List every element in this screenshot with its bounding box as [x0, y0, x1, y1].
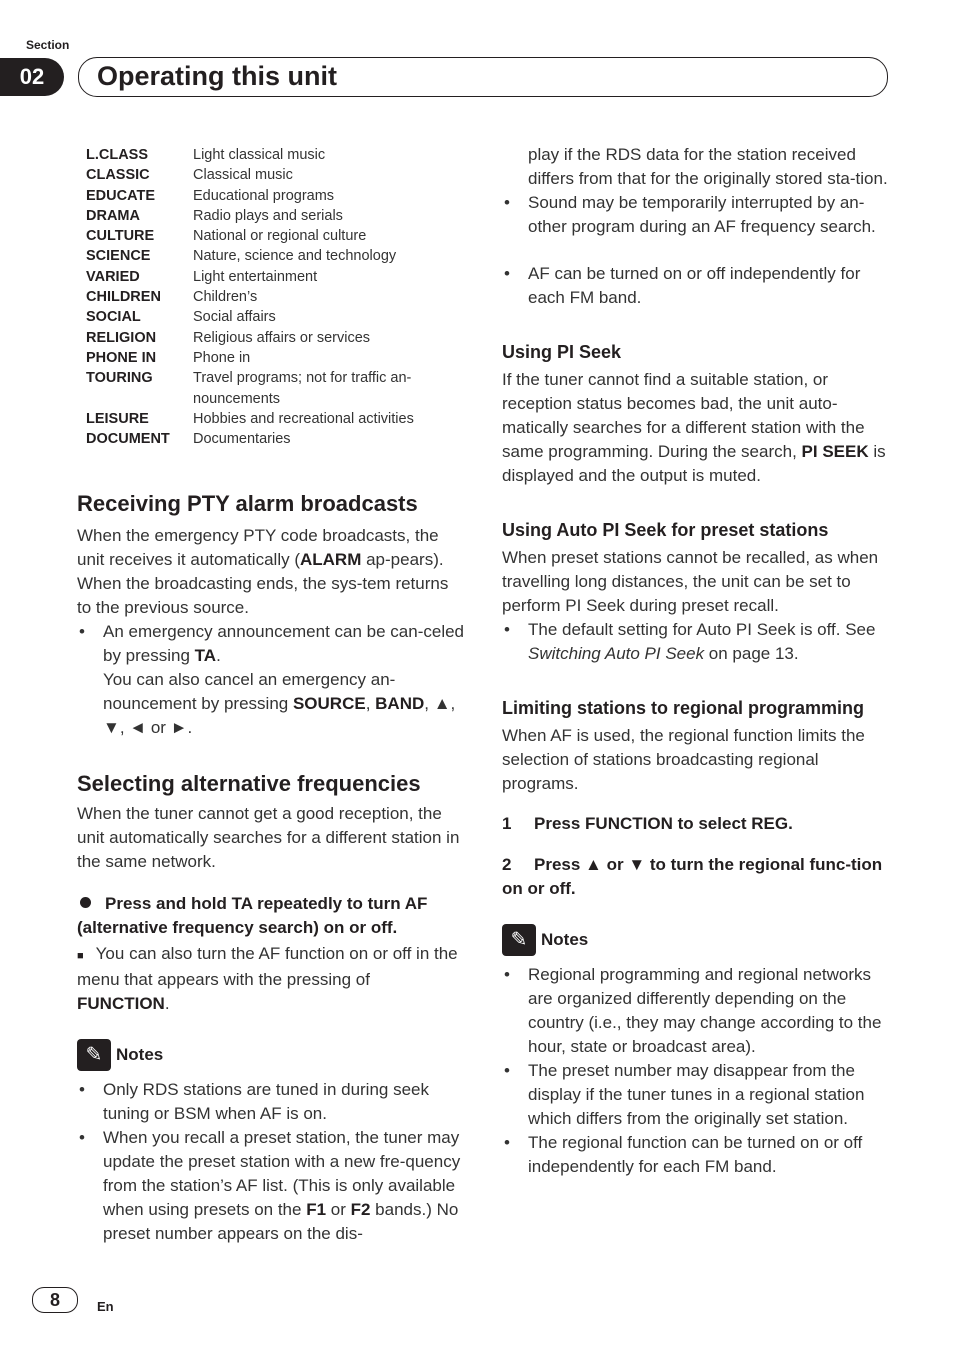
pi-seek-heading: Using PI Seek: [502, 342, 622, 362]
alarm-body: When the emergency PTY code broadcasts, the unit receives it automatically (ALARM ap-pears). When the broadcasting ends, the sys-tem returns to the previous source.: [77, 526, 449, 617]
pty-row: [86, 226, 433, 246]
pty-description: Children’s: [193, 289, 258, 306]
pty-description: Travel programs; not for traffic an-nouncements: [193, 370, 412, 407]
pty-row: [86, 206, 433, 226]
regional-step-1: 1 Press FUNCTION to select REG.: [502, 814, 793, 833]
pi-seek-body: If the tuner cannot find a suitable station, or reception status becomes bad, the unit auto-matically searches for a different station with the same programming. During the search, PI SEEK is displayed and the output is muted.: [502, 370, 886, 485]
left-column: [77, 490, 465, 1246]
af-body: When the tuner cannot get a good reception, the unit automatically searches for a different station in the same network.: [77, 804, 460, 871]
auto-pi-body: When preset stations cannot be recalled, as when travelling long distances, the unit can be set to perform PI Seek during preset recall.: [502, 548, 879, 615]
regional-note: • The regional function can be turned on or off independently for each FM band.: [504, 1133, 863, 1176]
pty-table: [86, 145, 433, 449]
language-code: En: [97, 1299, 114, 1314]
alarm-bullet: • An emergency announcement can be can-celed by pressing TA. You can also cancel an emergency an-nouncement by pressing SOURCE, BAND, ▲, ▼, ◄ or ►.: [79, 622, 465, 737]
af-note: • Sound may be temporarily interrupted by an-other program during an AF frequency search.: [504, 193, 876, 236]
pty-description: Religious affairs or services: [193, 329, 371, 346]
pty-row: [86, 348, 433, 368]
pty-row: [86, 267, 433, 287]
af-note: • When you recall a preset station, the tuner may update the preset station with a new fre-quency from the station’s AF list. (This is only available when using presets on the F1 or F2 bands.) No preset number appears on the dis-: [79, 1128, 461, 1243]
notes-header: ✎ Notes: [502, 923, 894, 957]
square-bullet-icon: ■: [77, 950, 84, 962]
regional-heading: Limiting stations to regional programming: [502, 698, 865, 718]
pty-code: RELIGION: [86, 329, 157, 346]
pty-row: [86, 307, 433, 327]
pty-code: EDUCATE: [86, 187, 156, 204]
af-note: • Only RDS stations are tuned in during seek tuning or BSM when AF is on.: [79, 1080, 430, 1123]
pty-row: [86, 165, 433, 185]
pty-row: [86, 246, 433, 266]
pty-description: Classical music: [193, 167, 293, 184]
regional-step-2: 2 Press ▲ or ▼ to turn the regional func-tion on or off.: [502, 855, 883, 898]
step-bullet-icon: [80, 897, 91, 908]
notes-header: ✎ Notes: [77, 1038, 465, 1072]
pty-code: CULTURE: [86, 228, 155, 245]
pty-code: CLASSIC: [86, 167, 150, 184]
pty-description: Phone in: [193, 349, 251, 366]
pty-code: TOURING: [86, 370, 153, 387]
pty-row: [86, 429, 433, 449]
pty-description: Educational programs: [193, 187, 335, 204]
pencil-icon: ✎: [502, 924, 536, 956]
pty-code: SCIENCE: [86, 248, 151, 265]
pty-description: Radio plays and serials: [193, 207, 343, 224]
pty-code: CHILDREN: [86, 289, 161, 306]
pty-row: [86, 145, 433, 165]
pty-code: VARIED: [86, 268, 140, 285]
af-sub: ■ You can also turn the AF function on or off in the menu that appears with the pressing of FUNCTION.: [77, 944, 458, 1013]
page-number: 8: [32, 1287, 78, 1313]
pty-description: National or regional culture: [193, 228, 367, 245]
regional-body: When AF is used, the regional function limits the selection of stations broadcasting regional programs.: [502, 726, 865, 793]
pty-code: DRAMA: [86, 207, 140, 224]
regional-note: • The preset number may disappear from the display if the tuner tunes in a regional station which differs from the originally set station.: [504, 1061, 865, 1128]
pty-code: SOCIAL: [86, 309, 141, 326]
pencil-icon: ✎: [77, 1039, 111, 1071]
pty-description: Documentaries: [193, 431, 291, 448]
pty-description: Light entertainment: [193, 268, 318, 285]
af-note-continued: play if the RDS data for the station received differs from that for the originally stored sta-tion.: [528, 145, 888, 188]
right-column: [502, 143, 894, 1179]
page-title: Operating this unit: [97, 61, 337, 91]
auto-pi-heading: Using Auto PI Seek for preset stations: [502, 520, 829, 540]
pty-description: Social affairs: [193, 309, 276, 326]
auto-pi-bullet: • The default setting for Auto PI Seek is off. See Switching Auto PI Seek on page 13.: [504, 620, 876, 663]
pty-code: PHONE IN: [86, 349, 157, 366]
pty-row: [86, 368, 433, 409]
pty-code: L.CLASS: [86, 147, 149, 163]
af-heading: Selecting alternative frequencies: [77, 771, 421, 796]
af-step: Press and hold TA repeatedly to turn AF (alternative frequency search) on or off.: [77, 894, 428, 937]
pty-description: Light classical music: [193, 147, 326, 163]
pty-row: [86, 287, 433, 307]
pty-row: [86, 409, 433, 429]
section-number: 02: [0, 58, 64, 96]
regional-note: • Regional programming and regional networks are organized differently depending on the country (i.e., they may change according to the hour, state or broadcast area).: [504, 965, 882, 1056]
section-label: Section: [26, 38, 70, 52]
pty-description: Nature, science and technology: [193, 248, 397, 265]
pty-row: [86, 186, 433, 206]
pty-description: Hobbies and recreational activities: [193, 410, 414, 427]
af-note: • AF can be turned on or off independently for each FM band.: [504, 264, 861, 307]
alarm-heading: Receiving PTY alarm broadcasts: [77, 491, 418, 516]
pty-code: LEISURE: [86, 410, 149, 427]
pty-code: DOCUMENT: [86, 431, 170, 448]
pty-row: [86, 328, 433, 348]
